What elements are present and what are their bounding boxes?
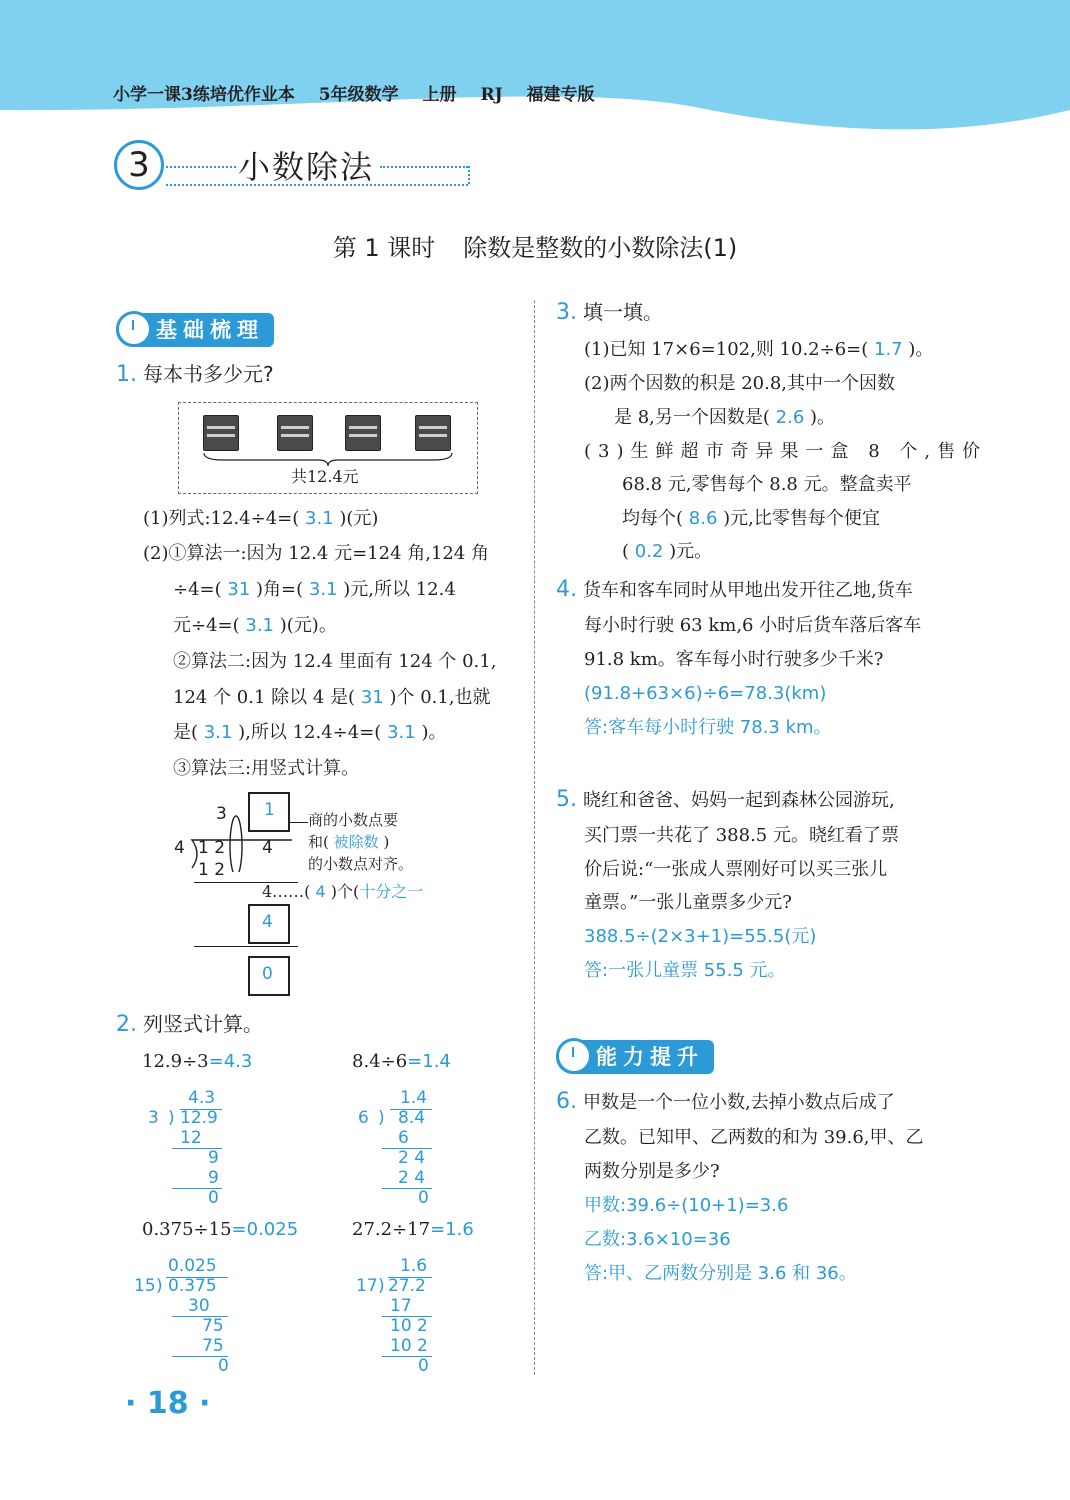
- q5-line1: 晓红和爸爸、妈妈一起到森林公园游玩,: [583, 790, 895, 811]
- q4-answer-calc: (91.8+63×6)÷6=78.3(km): [584, 683, 827, 704]
- long-division-diagram: [170, 792, 530, 1002]
- q6-number: 6.: [556, 1089, 577, 1114]
- q3-title: 填一填。: [583, 300, 663, 324]
- q4-line2: 每小时行驶 63 km,6 小时后货车落后客车: [584, 615, 922, 636]
- book-icon: [277, 415, 313, 451]
- q6-answer-b: 乙数:3.6×10=36: [584, 1229, 731, 1250]
- q6-answer: 答:甲、乙两数分别是 3.6 和 36。: [584, 1263, 857, 1284]
- q1-method1-line1: (2)①算法一:因为 12.4 元=124 角,124 角: [143, 543, 490, 564]
- q5-answer: 答:一张儿童票 55.5 元。: [584, 960, 786, 981]
- box-end: 0: [262, 964, 273, 984]
- q6-line2: 乙数。已知甲、乙两数的和为 39.6,甲、乙: [584, 1127, 924, 1148]
- q2-problem: 12.9÷3=4.3 4.3 3 ) 12.9 12 9 9 0: [142, 1051, 253, 1208]
- section-tag-basic: [116, 313, 274, 347]
- book-icon: [203, 415, 239, 451]
- chapter-title: 小数除法: [238, 148, 375, 186]
- q2-problem: 8.4÷6=1.4 1.4 6 ) 8.4 6 2 4 2 4 0: [352, 1051, 451, 1208]
- q3-s3-line2: 68.8 元,零售每个 8.8 元。整盒卖平: [622, 474, 912, 495]
- chapter-heading: [110, 136, 480, 200]
- q6-line3: 两数分别是多少?: [584, 1161, 720, 1182]
- books-illustration: [178, 402, 478, 494]
- dotted-line: [380, 166, 468, 168]
- q1-number: 1.: [116, 362, 137, 387]
- q4-number: 4.: [556, 577, 577, 602]
- q1-method1-line2: ÷4=( 31 )角=( 3.1 )元,所以 12.4: [173, 579, 456, 600]
- dividend-dec: 4: [262, 838, 273, 858]
- q6: [556, 1088, 895, 1117]
- section-label: 能力提升: [596, 1045, 704, 1069]
- dividend-int: 1 2: [198, 838, 226, 858]
- q2-number: 2.: [116, 1012, 137, 1037]
- q4-line3: 91.8 km。客车每小时行驶多少千米?: [584, 649, 884, 670]
- quotient-int: 3: [216, 804, 227, 824]
- book-header: [113, 80, 613, 105]
- section-tag-advanced: [556, 1040, 714, 1074]
- q5-line2: 买门票一共花了 388.5 元。晓红看了票: [584, 825, 899, 846]
- q5-line4: 童票。”一张儿童票多少元?: [584, 892, 792, 913]
- section-label: 基础梳理: [156, 318, 264, 342]
- chapter-number: 3: [114, 140, 164, 190]
- lesson-label: 第 1 课时: [332, 234, 436, 262]
- q1-heading: [116, 360, 274, 390]
- q2-problem: 0.375÷15=0.025 0.025 15 ) 0.375 30 75 75 0: [134, 1219, 299, 1376]
- q1-title: 每本书多少元?: [143, 362, 274, 386]
- series-name: 小学一课3练培优作业本: [113, 85, 295, 105]
- q1-part1: (1)列式:12.4÷4=( 3.1 )(元): [143, 508, 379, 529]
- q1-method2-line3: 是( 3.1 ),所以 12.4÷4=( 3.1 )。: [173, 722, 447, 743]
- q5-answer-calc: 388.5÷(2×3+1)=55.5(元): [584, 926, 817, 947]
- pointer-line: [288, 822, 308, 823]
- q3-s3-line3: 均每个( 8.6 )元,比零售每个便宜: [622, 508, 880, 529]
- q1-method2-line2: 124 个 0.1 除以 4 是( 31 )个 0.1,也就: [173, 687, 491, 708]
- total-price: 共12.4元: [291, 467, 359, 486]
- subtract-row: 1 2: [198, 860, 226, 880]
- q4: [556, 576, 913, 605]
- q5-number: 5.: [556, 787, 577, 812]
- q1-method1-line3: 元÷4=( 3.1 )(元)。: [173, 615, 337, 636]
- book-icon: [415, 415, 451, 451]
- q1-method3: ③算法三:用竖式计算。: [173, 758, 360, 779]
- column-divider: [534, 300, 535, 1375]
- lesson-name: 除数是整数的小数除法(1): [463, 234, 738, 262]
- note-line2: 和( 被除数 ): [308, 833, 390, 851]
- edition: RJ: [480, 85, 503, 105]
- header-banner: [0, 0, 1070, 140]
- q5: [556, 786, 895, 815]
- clock-icon: [116, 311, 152, 347]
- book-icon: [345, 415, 381, 451]
- box-mid: 4: [262, 912, 273, 932]
- page-number: · 18 ·: [125, 1386, 211, 1421]
- divisor: 4: [174, 838, 185, 858]
- q3-s3-line4: ( 0.2 )元。: [622, 541, 713, 562]
- region: 福建专版: [526, 85, 595, 105]
- q1-method2-line1: ②算法二:因为 12.4 里面有 124 个 0.1,: [173, 651, 497, 672]
- rule: [194, 946, 298, 947]
- clock-icon: [556, 1038, 592, 1074]
- dotted-line: [468, 166, 470, 184]
- note-line3: 的小数点对齐。: [308, 855, 414, 873]
- q6-answer-a: 甲数:39.6÷(10+1)=3.6: [584, 1195, 789, 1216]
- dotted-line: [166, 166, 236, 168]
- q5-line3: 价后说:“一张成人票刚好可以买三张儿: [584, 859, 888, 880]
- grade-subject: 5年级数学: [318, 85, 399, 105]
- quotient-dec: 1: [264, 800, 275, 820]
- q2-title: 列竖式计算。: [143, 1012, 263, 1036]
- q3-heading: [556, 298, 663, 328]
- q3-number: 3.: [556, 300, 577, 325]
- q3-s2-line1: (2)两个因数的积是 20.8,其中一个因数: [584, 373, 896, 394]
- lesson-title: [0, 228, 1070, 263]
- q3-s3-line1: (3)生鲜超市奇异果一盒 8 个,售价: [584, 441, 988, 462]
- q3-s1: (1)已知 17×6=102,则 10.2÷6=( 1.7 )。: [584, 339, 934, 360]
- q4-line1: 货车和客车同时从甲地出发开往乙地,货车: [583, 580, 913, 601]
- q3-s2-line2: 是 8,另一个因数是( 2.6 )。: [614, 407, 836, 428]
- division-bracket: [170, 802, 310, 872]
- note-line1: 商的小数点要: [308, 811, 399, 829]
- q2-heading: [116, 1010, 263, 1040]
- q2-problem: 27.2÷17=1.6 1.6 17 ) 27.2 17 10 2 10 2 0: [352, 1219, 474, 1376]
- carry-line: 4……( 4 )个(十分之一: [262, 882, 424, 901]
- q4-answer: 答:客车每小时行驶 78.3 km。: [584, 717, 832, 738]
- volume: 上册: [422, 85, 457, 105]
- q6-line1: 甲数是一个一位小数,去掉小数点后成了: [583, 1092, 895, 1113]
- dotted-line: [166, 184, 468, 186]
